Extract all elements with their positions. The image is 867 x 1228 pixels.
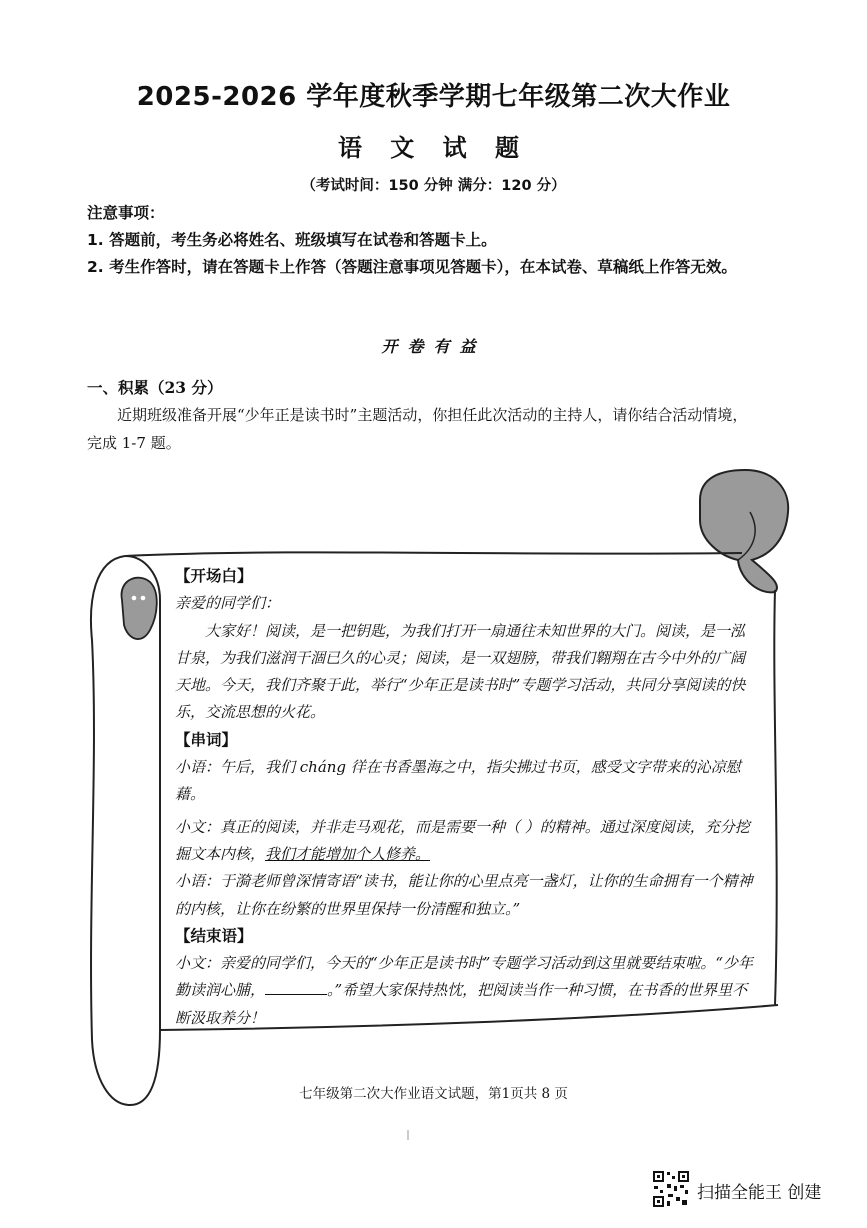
closing-heading: 【结束语】 bbox=[175, 926, 253, 945]
part-intro: 近期班级准备开展“少年正是读书时”主题活动，你担任此次活动的主持人，请你结合活动情境，完成 1-7 题。 bbox=[87, 406, 748, 452]
closing-text-b: 。”希望大家保持热忱，把阅读当作一种习惯，在书香的世界里不断汲取养分！ bbox=[175, 981, 748, 1027]
link-heading: 【串词】 bbox=[175, 730, 238, 749]
notice-heading: 注意事项： bbox=[87, 204, 165, 222]
section-heading: 开卷有益 bbox=[381, 337, 486, 356]
scroll-left-knob bbox=[121, 578, 156, 639]
link-line-2-text: 小文：真正的阅读，并非走马观花，而是需要一种（ ）的精神。通过深度阅读，充分挖掘文本内核， bbox=[175, 817, 750, 863]
underlined-sentence: 我们才能增加个人修养。 bbox=[265, 844, 431, 863]
opening-greeting: 亲爱的同学们： bbox=[175, 594, 281, 613]
closing-text-a: 小文：亲爱的同学们，今天的“少年正是读书时”专题学习活动到这里就要结束啦。“少年勤读润心脯， bbox=[175, 954, 754, 1000]
notice-item-2: 2. 考生作答时，请在答题卡上作答（答题注意事项见答题卡），在本试卷、草稿纸上作答无效。 bbox=[87, 258, 737, 276]
link-line-3: 小语：于漪老师曾深情寄语“读书，能让你的心里点亮一盏灯，让你的生命拥有一个精神的内核，让你在纷繁的世界里保持一份清醒和独立。” bbox=[175, 872, 753, 918]
exam-title: 2025-2026 学年度秋季学期七年级第二次大作业 bbox=[136, 82, 731, 112]
notice-item-1: 1. 答题前，考生务必将姓名、班级填写在试卷和答题卡上。 bbox=[87, 231, 497, 249]
scroll-content bbox=[175, 563, 755, 1032]
link-line-1: 小语：午后，我们 cháng 徉在书香墨海之中，指尖拂过书页，感受文字带来的沁凉慰藉。 bbox=[175, 758, 741, 804]
fill-blank bbox=[265, 980, 327, 995]
exam-info: （考试时间：150 分钟 满分：120 分） bbox=[301, 178, 566, 194]
link-line-2 bbox=[175, 814, 755, 869]
opening-body: 大家好！阅读，是一把钥匙，为我们打开一扇通往未知世界的大门。阅读，是一泓甘泉，为我们滋润干涸已久的心灵；阅读，是一双翅膀，带我们翱翔在古今中外的广阔天地。今天，我们齐聚于此，举行“少年正是读书时”专题学习活动，共同分享阅读的快乐，交流思想的火花。 bbox=[175, 621, 746, 722]
closing-line bbox=[175, 950, 755, 1032]
qr-code-icon bbox=[652, 1170, 690, 1208]
exam-subtitle: 语 文 试 题 bbox=[337, 134, 530, 162]
part-heading: 一、积累（23 分） bbox=[87, 378, 223, 397]
scanner-watermark: 扫描全能王 创建 bbox=[697, 1183, 822, 1203]
opening-heading: 【开场白】 bbox=[175, 567, 253, 585]
page-footer: 七年级第二次大作业语文试题，第1页共 8 页 bbox=[299, 1086, 568, 1102]
